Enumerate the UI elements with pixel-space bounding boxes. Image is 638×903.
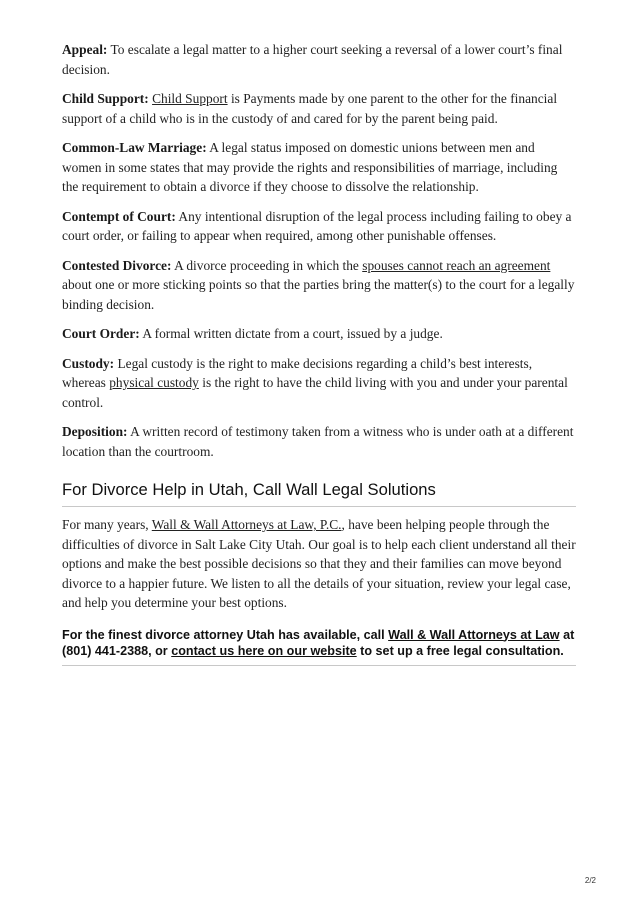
definition-text: To escalate a legal matter to a higher court seeking a reversal of a lower court’s final decision. (62, 42, 563, 77)
firm-name-link[interactable]: Wall & Wall Attorneys at Law, P.C. (151, 517, 342, 532)
cta-text: at (801) 441-2388, or (62, 627, 575, 658)
section-paragraph (62, 515, 576, 613)
spouses-agreement-link[interactable]: spouses cannot reach an agreement (362, 257, 551, 273)
definition-contempt-of-court (62, 207, 576, 246)
definition-text: A legal status imposed on domestic unions between men and women in some states that may provide the rights and responsibilities of marriage, including the requirement to obtain a divorce if they choose to dissolve the relationship. (62, 140, 558, 194)
definition-custody (62, 354, 576, 413)
definition-term: Contempt of Court: (62, 208, 176, 224)
definition-term: Child Support: (62, 91, 149, 106)
attorneys-link[interactable]: Wall & Wall Attorneys at Law (388, 627, 560, 642)
definition-text: about one or more sticking points so that the parties bring the matter(s) to the court for a legally binding decision. (62, 277, 575, 312)
definition-text: is Payments made by one parent to the other for the financial support of a child who is in the custody of and cared for by the parent being paid. (62, 91, 558, 126)
cta-text: to set up a free legal consultation. (360, 644, 564, 658)
cta-text: For the finest divorce attorney Utah has available, call (62, 627, 385, 642)
call-to-action (62, 627, 576, 666)
definition-text: Any intentional disruption of the legal process including failing to obey a court order, or failing to appear when required, among other punishable offenses. (62, 208, 572, 243)
definition-child-support (62, 89, 576, 128)
definition-common-law-marriage (62, 138, 576, 197)
definition-text: A written record of testimony taken from a witness who is under oath at a different location than the courtroom. (62, 424, 574, 459)
definition-term: Court Order: (62, 326, 140, 341)
page-number: 2/2 (584, 876, 596, 885)
document-page (62, 40, 576, 666)
definition-text: A formal written dictate from a court, issued by a judge. (142, 326, 443, 341)
definition-term: Custody: (62, 355, 115, 371)
definition-court-order (62, 324, 576, 344)
definition-term: Contested Divorce: (62, 257, 172, 273)
child-support-link[interactable]: Child Support (152, 91, 228, 106)
definition-text: Legal custody is the right to make decisions regarding a child’s best interests, whereas (62, 355, 533, 390)
definition-text: is the right to have the child living with you and under your parental control. (62, 375, 568, 410)
physical-custody-link[interactable]: physical custody (109, 375, 199, 390)
definition-appeal (62, 40, 576, 79)
definition-term: Deposition: (62, 424, 128, 439)
definition-term: Common-Law Marriage: (62, 140, 207, 155)
definition-contested-divorce (62, 256, 576, 315)
paragraph-text: , have been helping people through the difficulties of divorce in Salt Lake City Utah. Our goal is to help each client understand all their options and make the best possible decisions so that they and their families can move beyond divorce to a happier future. We listen to all the details of your situation, review your legal case, and help you determine your best options. (62, 517, 576, 610)
definition-term: Appeal: (62, 42, 108, 57)
section-heading: For Divorce Help in Utah, Call Wall Legal Solutions (62, 479, 576, 507)
contact-link[interactable]: contact us here on our website (171, 644, 357, 658)
paragraph-text: For many years, (62, 517, 149, 532)
definition-text: A divorce proceeding in which the (174, 257, 359, 273)
definition-deposition (62, 422, 576, 461)
